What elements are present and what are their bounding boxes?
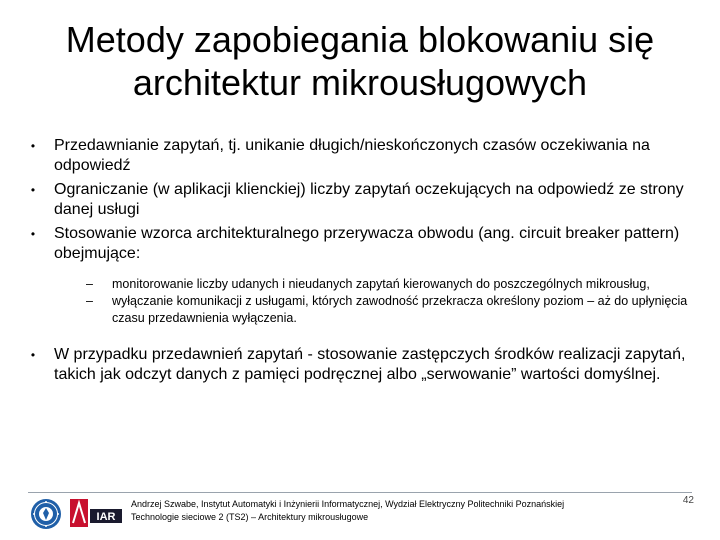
bullet-text: Stosowanie wzorca architekturalnego przerywacza obwodu (ang. circuit breaker pattern) obejmujące:	[54, 225, 680, 262]
footer-divider	[28, 492, 692, 493]
bullet-marker: •	[30, 348, 36, 362]
iar-logo-text: IAR	[96, 511, 116, 523]
sub-bullet-text: wyłączanie komunikacji z usługami, których zawodność przekracza określony poziom – aż do upłynięcia czasu przedawnienia wyłączenia.	[112, 294, 688, 325]
sub-bullet-list	[54, 276, 700, 327]
bullet-marker: •	[30, 183, 36, 197]
bullet-text: Ograniczanie (w aplikacji klienckiej) liczby zapytań oczekujących na odpowiedź ze strony danej usługi	[54, 181, 684, 218]
page-number: 42	[682, 495, 694, 506]
bullet-item	[28, 224, 700, 327]
bullet-text: Przedawnianie zapytań, tj. unikanie długich/nieskończonych czasów oczekiwania na odpowiedź	[54, 137, 650, 174]
sub-bullet-item	[86, 276, 700, 293]
bullet-marker: •	[30, 227, 36, 241]
university-seal-icon	[30, 498, 62, 530]
bullet-marker: •	[30, 139, 36, 153]
bullet-item	[28, 136, 700, 176]
sub-bullet-marker: –	[86, 277, 93, 291]
bullet-item	[28, 345, 700, 385]
sub-bullet-item	[86, 293, 700, 327]
footer-course-line: Technologie sieciowe 2 (TS2) – Architektury mikrousługowe	[131, 512, 369, 522]
iar-logo	[70, 497, 122, 529]
bullet-item	[28, 180, 700, 220]
footer-text	[131, 498, 651, 524]
slide-title-line-2: architektur mikrousługowych	[132, 62, 588, 103]
bullet-text: W przypadku przedawnień zapytań - stosowanie zastępczych środków realizacji zapytań, takich jak odczyt danych z pamięci podręcznej albo „serwowanie” wartości domyślnej.	[54, 346, 686, 383]
sub-bullet-text: monitorowanie liczby udanych i nieudanych zapytań kierowanych do poszczególnych mikrousług,	[112, 277, 650, 291]
footer-author-line: Andrzej Szwabe, Instytut Automatyki i Inżynierii Informatycznej, Wydział Elektryczny Politechniki Poznańskiej	[131, 499, 565, 509]
bullet-list	[28, 136, 700, 389]
slide-title	[20, 18, 700, 104]
slide-title-line-1: Metody zapobiegania blokowaniu się	[65, 19, 655, 60]
sub-bullet-marker: –	[86, 294, 93, 308]
